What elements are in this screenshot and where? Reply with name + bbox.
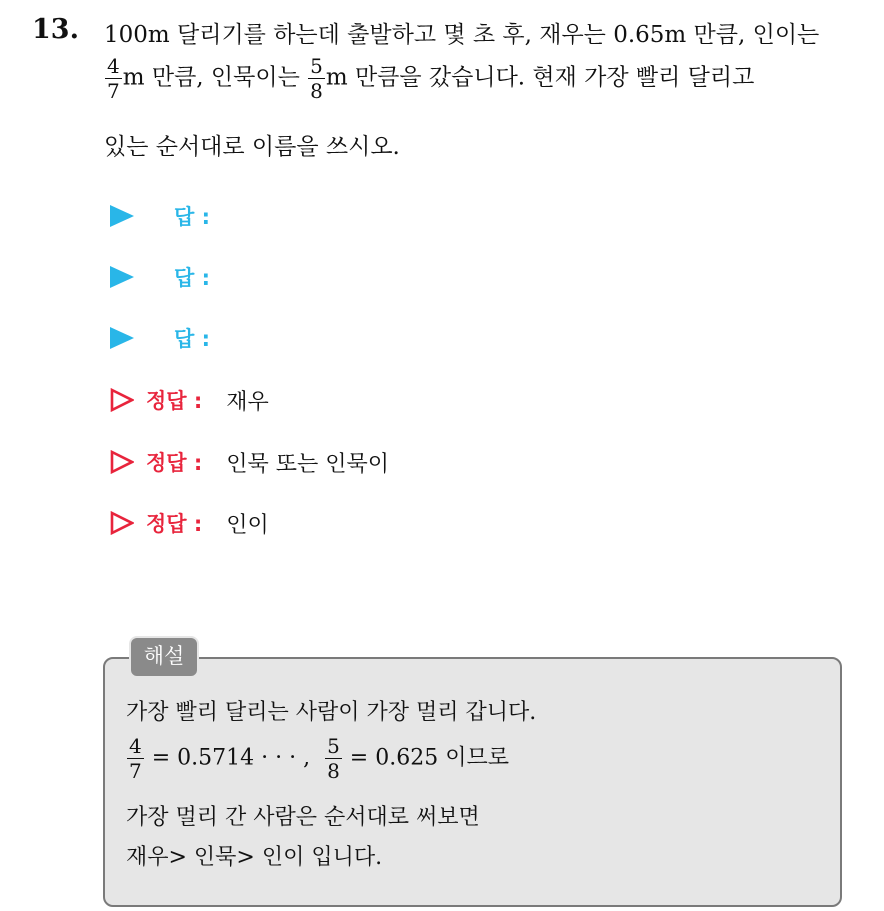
question-number: 13. [32, 14, 79, 45]
explanation-line-2 [126, 736, 509, 781]
correct-answer-value: 인이 [226, 512, 269, 538]
play-arrow-icon [110, 327, 134, 349]
outline-arrow-icon [110, 511, 134, 535]
answer-label: 답 : [174, 327, 210, 351]
question-line-3: 있는 순서대로 이름을 쓰시오. [104, 134, 400, 160]
explanation-line-4: 재우> 인묵> 인이 입니다. [126, 845, 383, 870]
correct-answer-label: 정답 : [146, 512, 203, 536]
fraction-5-8: $\frac{5}{8}$ [310, 54, 323, 103]
explanation-eq-2: = 0.625 이므로 [342, 745, 509, 771]
fraction-5-8: $\frac{5}{8}$ [327, 734, 340, 783]
question-line-2-part-a: m 만큼, 인묵이는 [122, 64, 300, 91]
correct-answer-value: 인묵 또는 인묵이 [226, 451, 390, 477]
correct-answer-3 [110, 505, 269, 541]
explanation-tab: 해설 [129, 636, 199, 678]
question-line-1: 100m 달리기를 하는데 출발하고 몇 초 후, 재우는 0.65m 만큼, 인이는 [104, 22, 820, 48]
play-arrow-icon [110, 205, 134, 227]
answer-blank-1[interactable] [110, 198, 210, 234]
explanation-eq-1: = 0.5714 · · · , [144, 745, 325, 771]
outline-arrow-icon [110, 388, 134, 412]
answer-label: 답 : [174, 266, 210, 290]
correct-answer-2 [110, 444, 389, 480]
answer-blank-2[interactable] [110, 259, 210, 295]
question-line-2-part-b: m 만큼을 갔습니다. 현재 가장 빨리 달리고 [325, 64, 755, 91]
explanation-line-1: 가장 빨리 달리는 사람이 가장 멀리 갑니다. [126, 700, 537, 725]
fraction-4-7: $\frac{4}{7}$ [129, 734, 142, 783]
outline-arrow-icon [110, 450, 134, 474]
correct-answer-label: 정답 : [146, 389, 203, 413]
explanation-line-3: 가장 멀리 간 사람은 순서대로 써보면 [126, 805, 480, 830]
correct-answer-value: 재우 [226, 389, 269, 415]
correct-answer-1 [110, 382, 269, 418]
answer-blank-3[interactable] [110, 320, 210, 356]
question-line-2 [104, 56, 754, 101]
correct-answer-label: 정답 : [146, 451, 203, 475]
play-arrow-icon [110, 266, 134, 288]
fraction-4-7: $\frac{4}{7}$ [107, 54, 120, 103]
answer-label: 답 : [174, 205, 210, 229]
